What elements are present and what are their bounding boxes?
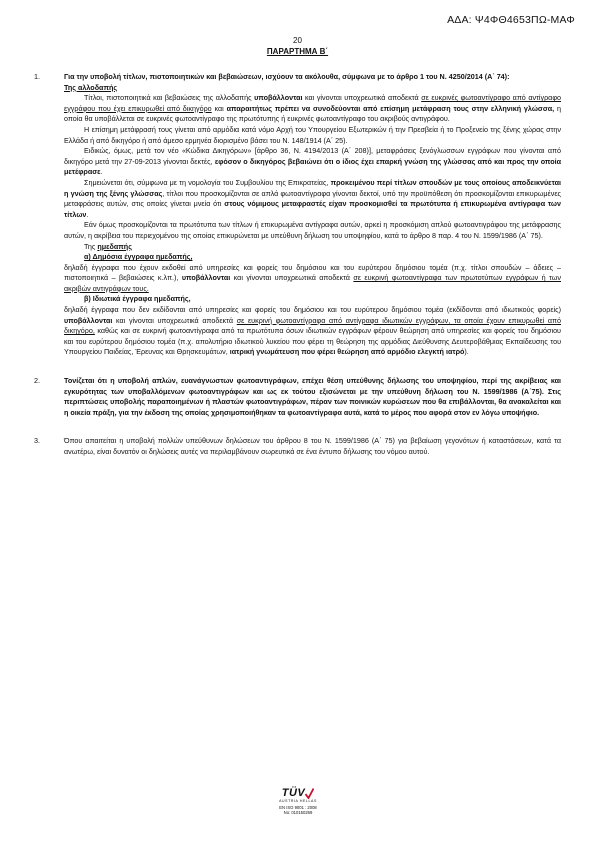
item-3 — [34, 436, 561, 457]
text-run: η οποία θα υποβάλλεται σε ευκρινές φωτοαντίγραφο της πρωτότυπης ή ευκρινές φωτοαντίγραφο του ακριβούς αντιγράφου. — [64, 103, 561, 124]
paragraph-foreign-submission — [64, 93, 561, 125]
item-number: 3. — [34, 436, 40, 446]
text-run: υποβάλλονται — [254, 93, 303, 103]
text-run: , τίτλοι που προσκομίζονται σε απλά φωτοαντίγραφα γίνονται δεκτοί, υπό την προϋπόθεση ότι προσκομίζονται επικυρωμένες μεταφράσεις αυτών, στις οποίες γίνεται μνεία ότι — [64, 188, 561, 209]
annex-title: ΠΑΡΑΡΤΗΜΑ Β΄ — [266, 47, 329, 56]
document-body — [34, 72, 561, 458]
text-run: και γίνονται υποχρεωτικά αποδεκτά — [112, 315, 237, 325]
text-run: ημεδαπής — [97, 241, 132, 251]
certificate-number: No: 010150269 — [283, 810, 313, 815]
tuv-logo-mark — [268, 788, 328, 799]
text-run: σε ευκρινές φωτοαντίγραφο από αντίγραφο εγγράφου που έχει επικυρωθεί από δικηγόρο — [64, 93, 561, 113]
text-run: υποβάλλονται — [64, 315, 113, 325]
text-run: και — [211, 103, 227, 113]
text-run: σε ευκρινή φωτοαντίγραφα των πρωτοτύπων εγγράφων ή των ακριβών αντιγράφων τους. — [64, 273, 561, 293]
text-run: Ειδικώς, όμως, μετά τον νέο «Κώδικα Δικηγόρων» [άρθρο 36, Ν. 4194/2013 (Α΄ 208)], μεταφράσεις ξενόγλωσσων εγγράφων που γίνονται από δικηγόρο μετά την 27-09-2013 γίνονται δεκτές, — [64, 146, 561, 166]
paragraph-originals: Εάν όμως προσκομίζονται τα πρωτότυπα των τίτλων ή επικυρωμένα αντίγραφα αυτών, αρκεί η προσκόμιση απλού φωτοαντιγράφου της μετάφρασης αυτών, η ακρίβεια του περιεχομένου της οποίας επικυρώνεται με υπεύθυνη δήλωση του υποψηφίου, κατά το άρθρο 8 παρ. 4 του Ν. 1599/1986 (Α΄ 75). — [64, 220, 561, 240]
item-2 — [34, 376, 561, 418]
ada-code: ΑΔΑ: Ψ4ΦΘ4653ΠΩ-ΜΑΦ — [447, 14, 575, 26]
item-1 — [34, 72, 561, 358]
paragraph-public-docs — [64, 263, 561, 295]
text-run: . — [100, 167, 103, 177]
paragraph-case-law — [64, 178, 561, 220]
paragraph-private-docs — [64, 305, 561, 358]
page-number: 20 — [293, 36, 302, 45]
text-run: καθώς και σε ευκρινή φωτοαντίγραφα από τα πρωτότυπα όσων ιδιωτικών εγγράφων φέρουν θεώρηση από υπηρεσίες και φορείς του δημόσιου και του ευρύτερου δημόσιου τομέα (π.χ. απολυτήριο ιδιωτικού λυκείου που φέρει τη θεώρηση της αρμόδιας Διεύθυνσης Δευτεροβάθμιας Εκπαίδευσης του Υπουργείου Παιδείας, Έρευνας και Θρησκευμάτων, — [64, 326, 561, 357]
text-run: απαραιτήτως πρέπει να συνοδεύονται από επίσημη μετάφραση τους στην ελληνική γλώσσα, — [226, 103, 555, 113]
text-run: . — [86, 209, 89, 219]
domestic-docs-title — [64, 242, 561, 253]
text-run: και γίνονται υποχρεωτικά αποδεκτά — [230, 273, 354, 283]
text-run: υποβάλλονται — [181, 273, 231, 283]
item-number: 2. — [34, 376, 40, 386]
tuv-certification-logo — [268, 788, 328, 815]
paragraph-multiple-declarations: Όπου απαιτείται η υποβολή πολλών υπεύθυνων δηλώσεων του άρθρου 8 του Ν. 1599/1986 (Α΄ 75) για βεβαίωση γεγονότων ή καταστάσεων, κατά τα ανωτέρω, είναι δυνατόν οι δηλώσεις αυτές να περιλαμβάνουν σωρευτικά σε ένα έντυπο δήλωσης του νόμου αυτού. — [64, 436, 561, 456]
item-number: 1. — [34, 72, 40, 81]
item-body — [64, 436, 561, 457]
private-docs-title: β) Ιδιωτικά έγγραφα ημεδαπής, — [84, 294, 191, 304]
public-docs-title: α) Δημόσια έγγραφα ημεδαπής, — [84, 252, 193, 262]
iso-standard: EN ISO 9001 : 2008 — [279, 805, 317, 810]
text-run: Τίτλοι, πιστοποιητικά και βεβαιώσεις της αλλοδαπής — [84, 93, 255, 103]
item-body — [64, 72, 561, 358]
text-run: προκειμένου περί τίτλων σπουδών με τους οποίους αποδεικνύεται η γνώση της ξένης γλώσσας — [64, 177, 561, 198]
text-run: δηλαδή έγγραφα που δεν εκδίδονται από υπηρεσίες και φορείς του δημόσιου και του ευρύτερου δημόσιου τομέα (εκδίδονται από ιδιωτικούς φορείς) — [64, 305, 561, 315]
checkmark-icon — [305, 788, 314, 799]
foreign-docs-title: Της αλλοδαπής — [64, 82, 118, 92]
text-run: Σημειώνεται ότι, σύμφωνα με τη νομολογία του Συμβουλίου της Επικρατείας, — [84, 177, 331, 187]
text-run: ιατρική γνωμάτευση που φέρει θεώρηση από αρμόδιο ελεγκτή ιατρό — [229, 347, 465, 357]
logo-text: TÜV — [281, 787, 306, 799]
text-run: και γίνονται υποχρεωτικά αποδεκτά — [302, 93, 422, 103]
item-body — [64, 376, 561, 418]
paragraph-photocopies-declaration: Τονίζεται ότι η υποβολή απλών, ευανάγνωστων φωτοαντιγράφων, επέχει θέση υπεύθυνης δήλωσης του υποψηφίου, περί της ακρίβειας και εγκυρότητας των υποβαλλόμενων φωτοαντιγράφων και ως εκ τούτου εξισώνεται με την υπεύθυνη δήλωση του Ν. 1599/1986 (Α΄75). Στις περιπτώσεις υποβολής παραποιημένων ή πλαστών φωτοαντιγράφων, πέραν των ποινικών κυρώσεων που θα επιβάλλονται, θα ανακαλείται και η οικεία πράξη, για την έκδοση της οποίας χρησιμοποιήθηκαν τα φωτοαντίγραφα αυτά, κατά το μέρος που αφορά στον εν λόγω υποψήφιο. — [64, 376, 561, 417]
text-run: Της — [84, 241, 98, 251]
text-run: σε ευκρινή φωτοαντίγραφα από αντίγραφα ιδιωτικών εγγράφων, τα οποία έχουν επικυρωθεί από δικηγόρο, — [64, 315, 561, 336]
logo-subtitle: AUSTRIA HELLAS — [279, 799, 317, 803]
paragraph-lawyers-code — [64, 146, 561, 178]
item-heading: Για την υποβολή τίτλων, πιστοποιητικών και βεβαιώσεων, ισχύουν τα ακόλουθα, σύμφωνα με το άρθρο 1 του Ν. 4250/2014 (Α΄ 74): — [64, 72, 510, 81]
text-run: δηλαδή έγγραφα που έχουν εκδοθεί από υπηρεσίες και φορείς του δημόσιου και του ευρύτερου δημόσιου τομέα (π.χ. τίτλοι σπουδών – άδειες – πιστοποιητικά – βεβαιώσεις κ.λπ.), — [64, 262, 561, 283]
text-run: εφόσον ο δικηγόρος βεβαιώνει ότι ο ίδιος έχει επαρκή γνώση της γλώσσας από και προς την οποία μετέφρασε — [64, 156, 561, 177]
paragraph-official-translation: Η επίσημη μετάφρασή τους γίνεται από αρμόδια κατά νόμο Αρχή του Υπουργείου Εξωτερικών ή την Πρεσβεία ή το Προξενείο της ξένης χώρας στην Ελλάδα ή από δικηγόρο ή από άμεσο ερμηνέα διορισμένο βάσει του Ν. 148/1914 (Α΄ 25). — [64, 124, 561, 145]
text-run: ). — [464, 347, 469, 357]
text-run: στους νόμιμους μεταφραστές είχαν προσκομισθεί τα πρωτότυπα ή επικυρωμένα αντίγραφα των τίτλων — [64, 199, 561, 219]
